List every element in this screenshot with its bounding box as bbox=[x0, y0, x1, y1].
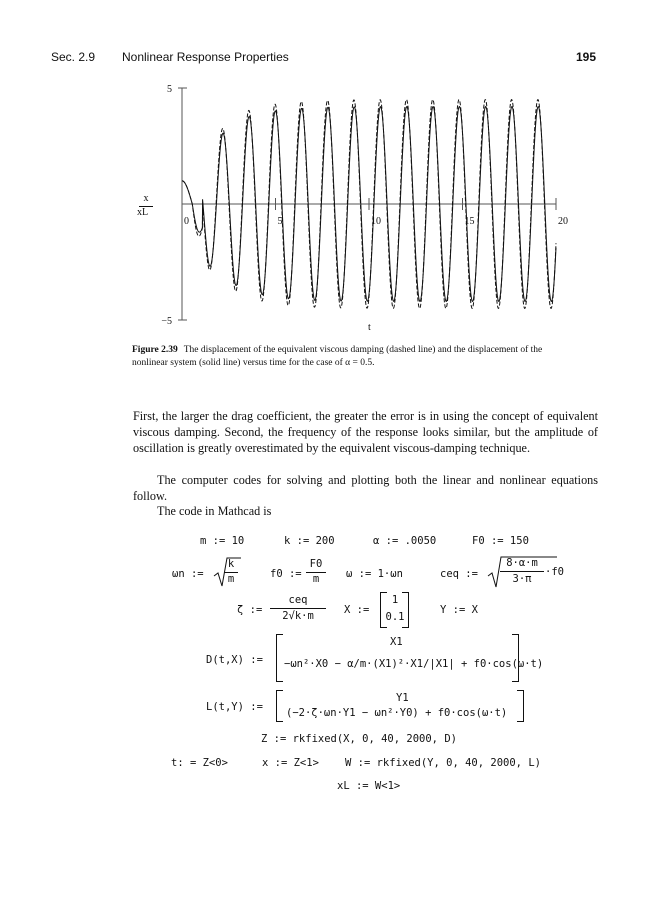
left-bracket bbox=[276, 634, 283, 682]
code-L-top: Y1 bbox=[396, 692, 409, 704]
x-tick-label: 15 bbox=[464, 216, 475, 227]
code-X-v1: 1 bbox=[391, 594, 399, 606]
code-zeta-lhs: ζ := bbox=[237, 604, 263, 616]
code-X-v2: 0.1 bbox=[385, 611, 405, 623]
code-X-lhs: X := bbox=[344, 604, 370, 616]
paragraph-3: The code in Mathcad is bbox=[157, 504, 272, 518]
caption-label: Figure 2.39 bbox=[132, 345, 178, 355]
code-L-row: (−2·ζ·ωn·Y1 − ωn²·Y0) + f0·cos(ω·t) bbox=[286, 707, 508, 719]
caption-text: The displacement of the equivalent viscous damping (dashed line) and the displacement of the nonlinear system (solid line) versus time for the case of α = 0.5. bbox=[132, 345, 543, 368]
code-D-lhs: D(t,X) := bbox=[206, 654, 263, 666]
code-m: m := 10 bbox=[200, 535, 245, 547]
code-Y: Y := X bbox=[440, 604, 478, 616]
code-alpha: α := .0050 bbox=[373, 535, 437, 547]
code-t: t: = Z<0> bbox=[171, 757, 228, 769]
code-f0-num: F0 bbox=[309, 558, 323, 570]
y-axis-label-bottom: xL bbox=[137, 207, 149, 218]
y-tick-label: 5 bbox=[167, 84, 172, 95]
code-omega: ω := 1·ωn bbox=[346, 568, 403, 580]
code-ceq-lhs: ceq := bbox=[440, 568, 478, 580]
fraction-bar bbox=[270, 608, 326, 609]
code-wn-lhs: ωn := bbox=[172, 568, 204, 580]
x-tick-label: 0 bbox=[184, 216, 189, 227]
page-number: 195 bbox=[576, 50, 597, 64]
x-tick-label: 20 bbox=[558, 216, 568, 227]
code-W: W := rkfixed(Y, 0, 40, 2000, L) bbox=[345, 757, 541, 769]
code-wn-den: m bbox=[227, 573, 235, 585]
code-k: k := 200 bbox=[284, 535, 335, 547]
code-ceq-den: 3·π bbox=[512, 573, 532, 585]
code-zeta-num: ceq bbox=[288, 594, 308, 606]
x-tick-label: 5 bbox=[277, 216, 283, 227]
paragraph-1: First, the larger the drag coefficient, the greater the error is in using the concept of equivalent viscous damping. Second, the frequency of the response looks similar, but the amplitude of oscillation is greatly overestimated by the equivalent viscous-damping technique. bbox=[133, 409, 598, 455]
code-ceq-num: 8·α·m bbox=[506, 557, 538, 569]
fraction-bar bbox=[500, 571, 544, 572]
code-zeta-den: 2√k·m bbox=[282, 610, 314, 622]
code-ceq-tail: ·f0 bbox=[545, 566, 564, 578]
code-x: x := Z<1> bbox=[262, 757, 319, 769]
right-bracket bbox=[517, 690, 524, 722]
section-number: Sec. 2.9 bbox=[51, 50, 96, 64]
y-tick-label: −5 bbox=[161, 316, 172, 327]
figure-chart bbox=[0, 0, 647, 340]
code-wn-num: k bbox=[227, 558, 235, 570]
x-tick-label: 10 bbox=[371, 216, 381, 227]
y-axis-label-top: x bbox=[143, 193, 149, 204]
left-bracket bbox=[276, 690, 283, 722]
code-F0: F0 := 150 bbox=[472, 535, 529, 547]
x-axis-label: t bbox=[368, 322, 371, 333]
code-D-row: −ωn²·X0 − α/m·(X1)²·X1/|X1| + f0·cos(ω·t) bbox=[284, 658, 544, 670]
code-f0-den: m bbox=[312, 573, 320, 585]
code-Z: Z := rkfixed(X, 0, 40, 2000, D) bbox=[261, 733, 457, 745]
code-xL: xL := W<1> bbox=[337, 780, 401, 792]
code-f0-lhs: f0 := bbox=[270, 568, 302, 580]
section-title: Nonlinear Response Properties bbox=[122, 50, 289, 64]
code-L-lhs: L(t,Y) := bbox=[206, 701, 263, 713]
paragraph-2: The computer codes for solving and plotting both the linear and nonlinear equations follow. bbox=[133, 473, 598, 503]
code-D-top: X1 bbox=[390, 636, 403, 648]
figure-caption bbox=[132, 344, 552, 370]
